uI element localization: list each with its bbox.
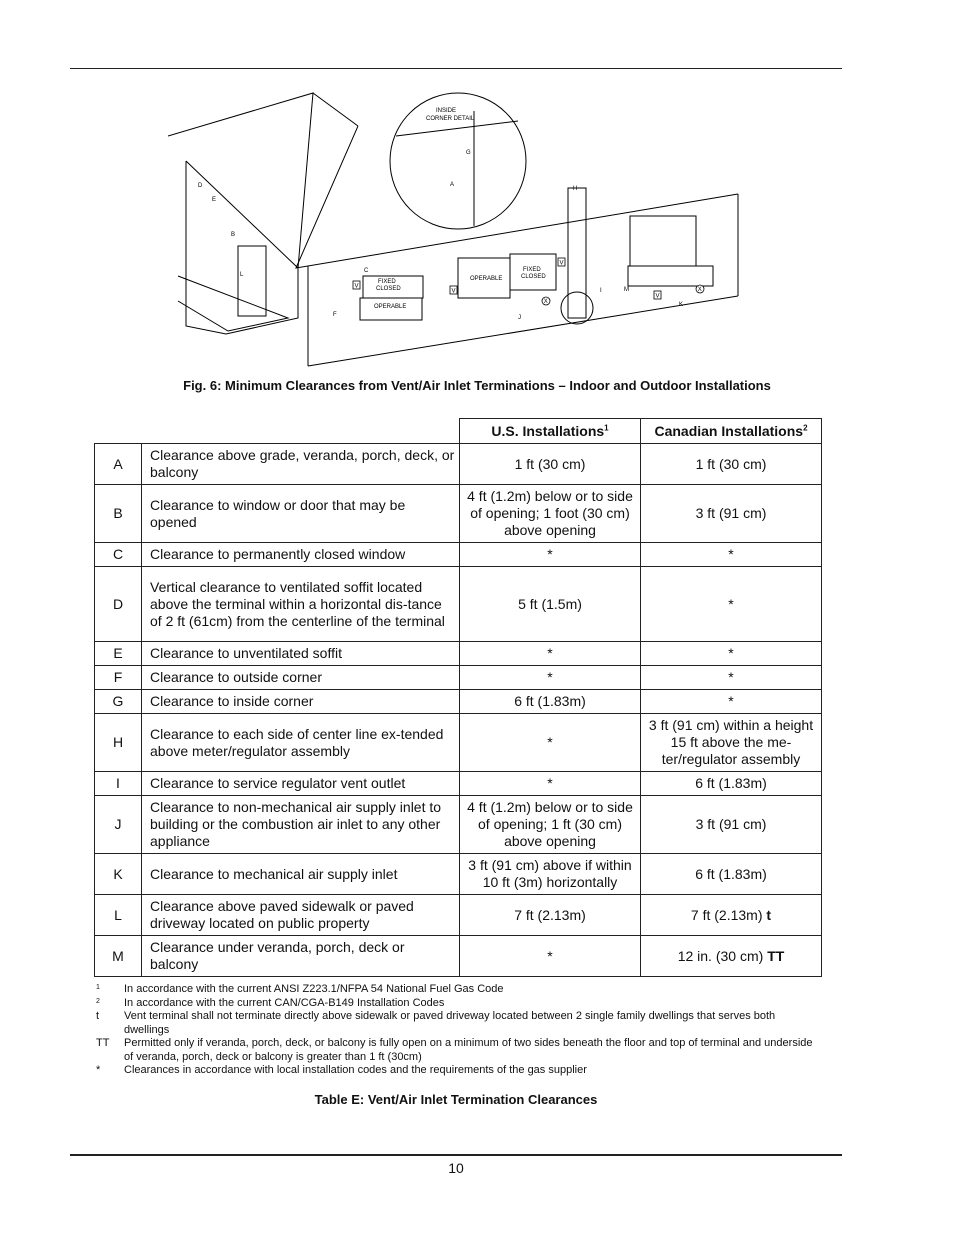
dim-label-b: B bbox=[231, 232, 236, 238]
row-description: Clearance above paved sidewalk or paved driveway located on public property bbox=[142, 895, 460, 936]
footnote-text: Clearances in accordance with local installation codes and the requirements of the gas supplier bbox=[124, 1064, 587, 1076]
footnote-text: Vent terminal shall not terminate directly above sidewalk or paved driveway located between 2 single family dwellings that serves both dwellings bbox=[124, 1010, 776, 1036]
intake-marker-icon: X bbox=[697, 287, 702, 294]
row-us-value: 1 ft (30 cm) bbox=[460, 444, 641, 485]
row-canada-value bbox=[641, 796, 822, 854]
row-us-value: 6 ft (1.83m) bbox=[460, 690, 641, 714]
row-canada-value bbox=[641, 444, 822, 485]
footnote-text: In accordance with the current CAN/CGA-B149 Installation Codes bbox=[124, 996, 445, 1009]
footer-rule bbox=[70, 1154, 842, 1156]
row-description: Clearance above grade, veranda, porch, deck, or balcony bbox=[142, 444, 460, 485]
footnote bbox=[96, 1037, 816, 1064]
table-row bbox=[95, 895, 822, 936]
footnote-mark: 2 bbox=[96, 997, 100, 1005]
vent-marker-icon: V bbox=[354, 283, 359, 290]
window-closed-label: CLOSED bbox=[376, 286, 401, 292]
row-canada-value bbox=[641, 485, 822, 543]
row-letter: I bbox=[95, 772, 142, 796]
footnote bbox=[96, 1010, 816, 1037]
footnote bbox=[96, 983, 816, 997]
row-canada-note: TT bbox=[767, 947, 785, 964]
row-canada-text: 12 in. (30 cm) bbox=[677, 947, 768, 964]
row-canada-value bbox=[641, 690, 822, 714]
row-description: Clearance to inside corner bbox=[142, 690, 460, 714]
row-canada-value bbox=[641, 543, 822, 567]
door bbox=[238, 246, 266, 316]
table-row bbox=[95, 444, 822, 485]
header-us bbox=[460, 419, 641, 444]
roof-eave bbox=[296, 126, 738, 268]
row-canada-value bbox=[641, 714, 822, 772]
row-us-value: * bbox=[460, 642, 641, 666]
row-us-value: * bbox=[460, 666, 641, 690]
dim-label-j: J bbox=[518, 315, 521, 321]
row-us-value: * bbox=[460, 714, 641, 772]
row-canada-text: * bbox=[728, 546, 734, 562]
table-row bbox=[95, 796, 822, 854]
table-row bbox=[95, 714, 822, 772]
dim-label-a: A bbox=[450, 182, 455, 188]
row-canada-text: 3 ft (91 cm) within a height 15 ft above the me-ter/regulator assembly bbox=[648, 717, 814, 767]
clearance-table bbox=[94, 418, 822, 977]
inside-corner-detail bbox=[390, 93, 526, 229]
header-ca-label: Canadian Installations bbox=[654, 423, 804, 439]
row-canada-value bbox=[641, 772, 822, 796]
row-description: Clearance to service regulator vent outlet bbox=[142, 772, 460, 796]
table-row bbox=[95, 485, 822, 543]
row-description: Clearance to non-mechanical air supply inlet to building or the combustion air inlet to any other appliance bbox=[142, 796, 460, 854]
dim-label-k: K bbox=[679, 302, 684, 308]
row-canada-value bbox=[641, 936, 822, 977]
row-letter: J bbox=[95, 796, 142, 854]
row-letter: E bbox=[95, 642, 142, 666]
row-us-value: 5 ft (1.5m) bbox=[460, 567, 641, 642]
table-row bbox=[95, 642, 822, 666]
window-closed-label-2: CLOSED bbox=[521, 274, 546, 280]
window-operable-label: OPERABLE bbox=[374, 304, 407, 310]
footnote-mark: * bbox=[96, 1064, 101, 1076]
row-canada-text: 1 ft (30 cm) bbox=[695, 455, 767, 472]
roof-left-edge bbox=[168, 93, 313, 268]
header-ca-sup: 2 bbox=[803, 423, 808, 433]
table-row bbox=[95, 666, 822, 690]
row-letter: H bbox=[95, 714, 142, 772]
header-us-sup: 1 bbox=[604, 423, 609, 433]
row-canada-text: 7 ft (2.13m) bbox=[690, 906, 767, 923]
row-description: Clearance to window or door that may be opened bbox=[142, 485, 460, 543]
footnote-mark: t bbox=[96, 1010, 100, 1022]
detail-label-1: INSIDE bbox=[436, 108, 457, 114]
row-canada-text: * bbox=[728, 645, 734, 661]
row-canada-value bbox=[641, 666, 822, 690]
vent-marker-icon: V bbox=[559, 260, 564, 267]
row-letter: A bbox=[95, 444, 142, 485]
row-letter: F bbox=[95, 666, 142, 690]
table-header-row bbox=[95, 419, 822, 444]
header-rule bbox=[70, 68, 842, 69]
page-number: 10 bbox=[448, 1160, 464, 1176]
figure-caption: Fig. 6: Minimum Clearances from Vent/Air Inlet Terminations – Indoor and Outdoor Installations bbox=[183, 378, 771, 393]
header-us-label: U.S. Installations bbox=[491, 423, 605, 439]
row-letter: G bbox=[95, 690, 142, 714]
dim-label-c: C bbox=[364, 268, 369, 274]
row-us-value: 4 ft (1.2m) below or to side of opening; 1 ft (30 cm) above opening bbox=[460, 796, 641, 854]
row-canada-value bbox=[641, 895, 822, 936]
row-canada-text: * bbox=[728, 669, 734, 685]
regulator-circle bbox=[561, 292, 593, 324]
dim-label-g: G bbox=[466, 150, 471, 156]
row-canada-text: 3 ft (91 cm) bbox=[695, 816, 767, 832]
row-canada-value bbox=[641, 567, 822, 642]
footnotes bbox=[96, 983, 816, 1078]
clearance-diagram bbox=[168, 86, 748, 371]
row-us-value: * bbox=[460, 772, 641, 796]
row-canada-text: 6 ft (1.83m) bbox=[695, 865, 767, 882]
row-letter: L bbox=[95, 895, 142, 936]
row-canada-text: 3 ft (91 cm) bbox=[695, 505, 767, 521]
header-canada bbox=[641, 419, 822, 444]
row-canada-text: * bbox=[728, 693, 734, 709]
row-canada-note: t bbox=[766, 906, 772, 923]
row-letter: K bbox=[95, 854, 142, 895]
row-letter: M bbox=[95, 936, 142, 977]
row-letter: C bbox=[95, 543, 142, 567]
dim-label-h: H bbox=[573, 186, 578, 192]
row-us-value: 7 ft (2.13m) bbox=[460, 895, 641, 936]
row-canada-text: 6 ft (1.83m) bbox=[695, 775, 767, 791]
footnote bbox=[96, 997, 816, 1011]
vent-marker-icon: V bbox=[451, 288, 456, 295]
row-description: Clearance to each side of center line ex-tended above meter/regulator assembly bbox=[142, 714, 460, 772]
table-caption: Table E: Vent/Air Inlet Termination Clearances bbox=[314, 1092, 598, 1107]
detail-label-2: CORNER DETAIL bbox=[426, 116, 475, 122]
footnote-text: In accordance with the current ANSI Z223.1/NFPA 54 National Fuel Gas Code bbox=[124, 983, 504, 995]
header-spacer bbox=[95, 419, 460, 444]
table-row bbox=[95, 690, 822, 714]
window-operable-label-2: OPERABLE bbox=[470, 276, 503, 282]
row-description: Clearance to outside corner bbox=[142, 666, 460, 690]
footnote-text: Permitted only if veranda, porch, deck, or balcony is fully open on a minimum of two sides beneath the floor and top of terminal and underside of veranda, porch, deck or balcony is greater than 1 ft (30cm) bbox=[124, 1037, 813, 1063]
table-row bbox=[95, 543, 822, 567]
row-letter: B bbox=[95, 485, 142, 543]
dim-label-i: I bbox=[600, 288, 602, 294]
dim-label-d: D bbox=[198, 183, 203, 189]
row-letter: D bbox=[95, 567, 142, 642]
row-description: Vertical clearance to ventilated soffit located above the terminal within a horizontal dis-tance of 2 ft (61cm) from the centerline of the terminal bbox=[142, 567, 460, 642]
vent-marker-icon: V bbox=[655, 293, 660, 300]
row-us-value: 4 ft (1.2m) below or to side of opening; 1 foot (30 cm) above opening bbox=[460, 485, 641, 543]
window-fixed-label: FIXED bbox=[378, 279, 396, 285]
table-row bbox=[95, 936, 822, 977]
dim-label-l: L bbox=[240, 272, 244, 278]
dim-label-m: M bbox=[624, 287, 629, 293]
row-canada-text: * bbox=[728, 595, 734, 612]
footnote-mark: 1 bbox=[96, 984, 100, 991]
row-us-value: * bbox=[460, 543, 641, 567]
row-canada-value bbox=[641, 642, 822, 666]
row-canada-value bbox=[641, 854, 822, 895]
table-body bbox=[95, 444, 822, 977]
row-us-value: * bbox=[460, 936, 641, 977]
row-us-value: 3 ft (91 cm) above if within 10 ft (3m) horizontally bbox=[460, 854, 641, 895]
table-row bbox=[95, 772, 822, 796]
row-description: Clearance to mechanical air supply inlet bbox=[142, 854, 460, 895]
footnote-mark: TT bbox=[96, 1037, 110, 1049]
table-row bbox=[95, 854, 822, 895]
dim-label-f: F bbox=[333, 312, 337, 318]
intake-marker-icon: X bbox=[543, 299, 548, 306]
dim-label-e: E bbox=[212, 197, 217, 203]
row-description: Clearance to permanently closed window bbox=[142, 543, 460, 567]
footnote bbox=[96, 1064, 816, 1078]
window-fixed-label-2: FIXED bbox=[523, 267, 541, 273]
row-description: Clearance to unventilated soffit bbox=[142, 642, 460, 666]
table-row bbox=[95, 567, 822, 642]
row-description: Clearance under veranda, porch, deck or balcony bbox=[142, 936, 460, 977]
